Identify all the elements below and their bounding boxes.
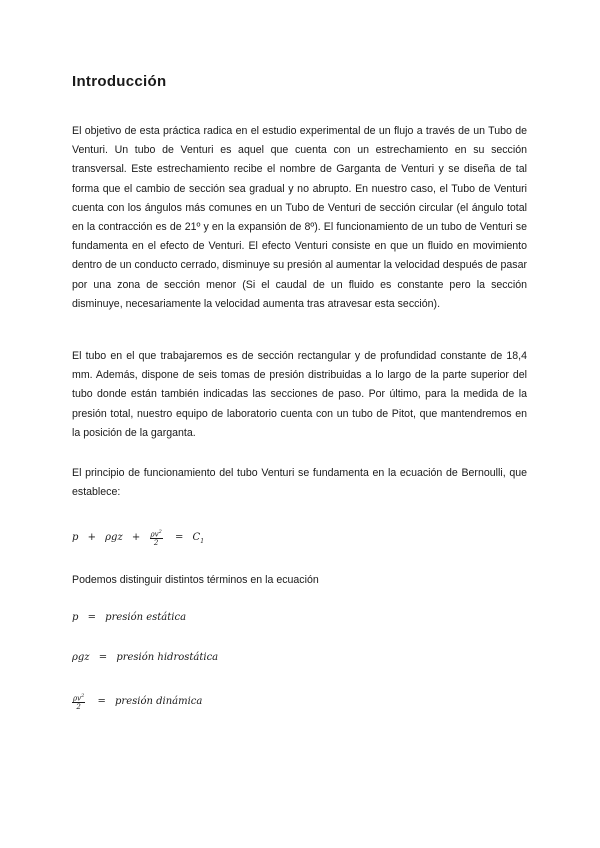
term-equals: = (87, 612, 96, 623)
term-equals: = (97, 696, 106, 708)
term-equals: = (98, 652, 108, 663)
fraction-numerator: ρv (150, 530, 159, 539)
eq-equals-sign: = (174, 532, 184, 544)
eq-constant-subscript: 1 (200, 538, 205, 546)
paragraph-objective: El objetivo de esta práctica radica en el estudio experimental de un flujo a través de un Tubo de Venturi. Un tubo de Venturi es aquel que cuenta con un estrechamiento en su sección transversal. Este estrechamiento recibe el nombre de Garganta de Venturi y se diseña de tal forma que el cambio de sección sea gradual y no abrupto. En nuestro caso, el Tubo de Venturi cuenta con los ángulos más comunes en un Tubo de Venturi de sección circular (el ángulo total en la contracción es de 21º y en la expansión de 8º). El funcionamiento de un tubo de Venturi se fundamenta en el efecto de Venturi. El efecto Venturi consiste en que un fluido en movimiento dentro de un conducto cerrado, disminuye su presión al aumentar la velocidad después de pasar por una zona de sección menor (Si el caudal de un fluido es constante pero la sección disminuye, necesariamente la velocidad aumenta tras atravesar esta sección). (72, 125, 527, 310)
fraction-denominator: 2 (76, 703, 81, 712)
eq-plus-sign: + (87, 532, 96, 544)
eq-pressure-symbol: p (72, 532, 79, 544)
fraction-numerator: ρv (73, 694, 82, 703)
eq-dynamic-fraction (150, 528, 163, 547)
term-lhs: ρgz (72, 652, 90, 663)
fraction-denominator: 2 (153, 539, 159, 548)
fraction-exponent: 2 (158, 529, 162, 535)
paragraph-terms-intro: Podemos distinguir distintos términos en la ecuación (72, 574, 319, 586)
term-fraction (72, 692, 85, 711)
term-hydrostatic-pressure (72, 652, 218, 663)
term-rhs: presión dinámica (115, 696, 203, 708)
paragraph-tube-description: El tubo en el que trabajaremos es de sección rectangular y de profundidad constante de 18,4 mm. Además, dispone de seis tomas de presión distribuidas a lo largo de la parte superior del tubo donde están también indicadas las secciones de paso. Por último, para la medida de la presión total, nuestro equipo de laboratorio cuenta con un tubo de Pitot, que mantendremos en la posición de la garganta. (72, 350, 527, 439)
eq-hydrostatic-term: ρgz (105, 532, 123, 544)
term-rhs: presión estática (105, 612, 187, 623)
term-lhs: p (72, 612, 79, 623)
term-rhs: presión hidrostática (116, 652, 219, 663)
eq-plus-sign: + (131, 532, 141, 544)
section-title: Introducción (72, 73, 167, 90)
eq-constant: C (192, 532, 201, 544)
bernoulli-equation (72, 528, 204, 547)
term-dynamic-pressure (72, 692, 202, 711)
term-static-pressure (72, 612, 186, 623)
paragraph-bernoulli-intro: El principio de funcionamiento del tubo Venturi se fundamenta en la ecuación de Bernoulli, que establece: (72, 467, 527, 499)
fraction-exponent: 2 (81, 693, 85, 699)
